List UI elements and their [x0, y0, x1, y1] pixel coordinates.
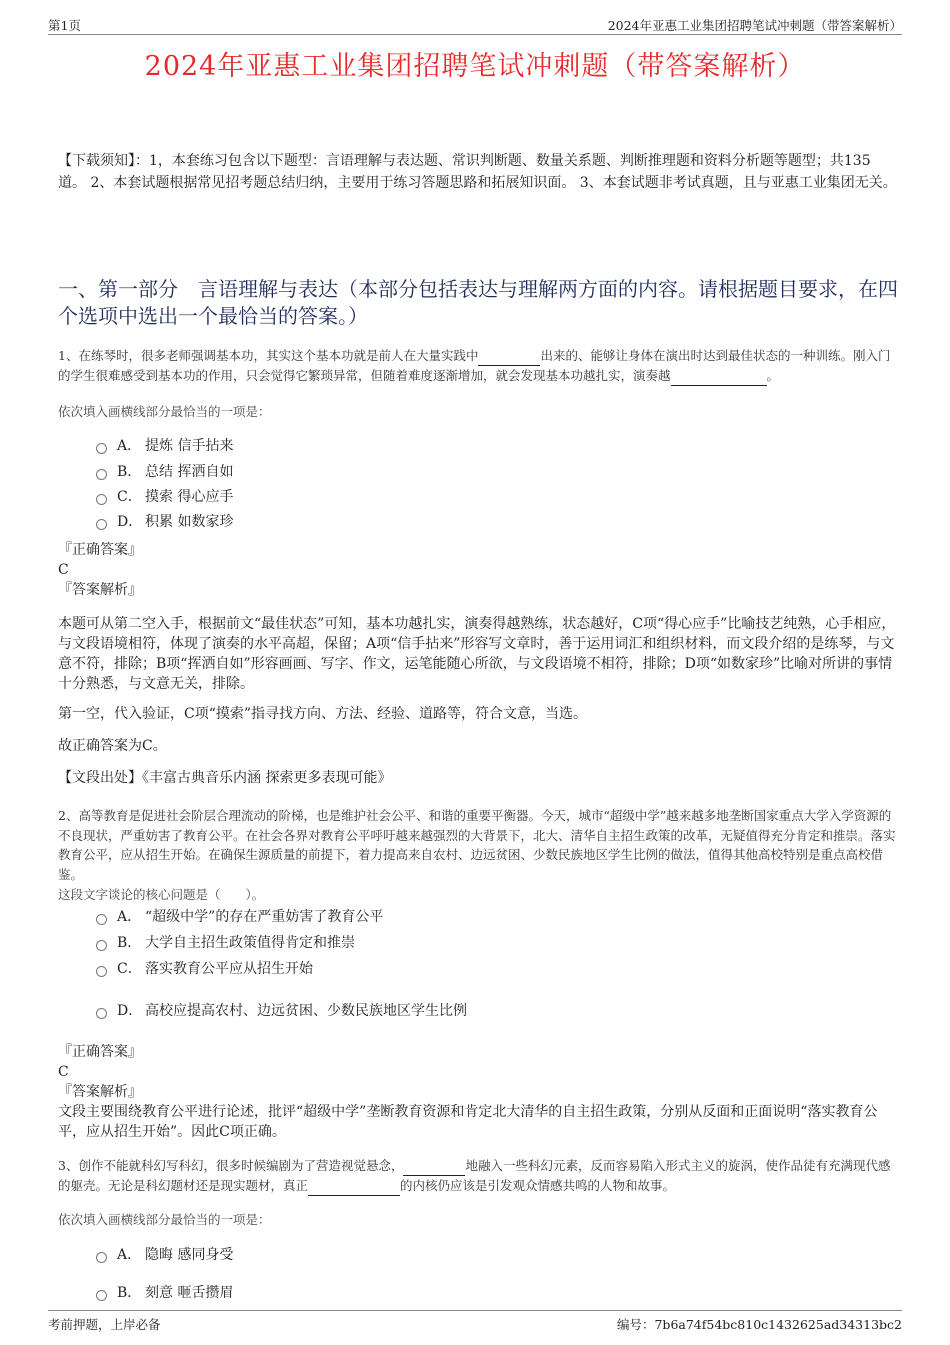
q3-option-a[interactable]: A． 隐晦 感同身受	[96, 1245, 233, 1265]
radio-icon[interactable]	[96, 494, 107, 505]
radio-icon[interactable]	[96, 519, 107, 530]
header-doc-title: 2024年亚惠工业集团招聘笔试冲刺题（带答案解析）	[607, 18, 902, 33]
q1-analysis-3: 故正确答案为C。	[58, 738, 167, 754]
answer-label: 『正确答案』	[58, 542, 142, 558]
q2-option-c[interactable]: C． 落实教育公平应从招生开始	[96, 959, 313, 979]
page-title: 2024年亚惠工业集团招聘笔试冲刺题（带答案解析）	[144, 51, 806, 82]
question-1-text: 1、在练琴时，很多老师强调基本功，其实这个基本功就是前人在大量实践中 出来的、能够让身体在演出时达到最佳状态的一种训练。刚入门的学生很难感受到基本功的作用，只会觉得它繁琐异常，但随着难度逐渐增加，就会发现基本功越扎实，演奏越 。	[58, 346, 898, 386]
question-3-text: 3、创作不能就科幻写科幻，很多时候编剧为了营造视觉悬念， 地融入一些科幻元素，反而容易陷入形式主义的旋涡，使作品徒有充满现代感的躯壳。无论是科幻题材还是现实题材，真正 的内核仍应该是引发观众情感共鸣的人物和故事。	[58, 1156, 898, 1196]
q2-option-d[interactable]: D． 高校应提高农村、边远贫困、少数民族地区学生比例	[96, 1001, 467, 1021]
q2-option-b[interactable]: B． 大学自主招生政策值得肯定和推崇	[96, 933, 355, 953]
section-heading: 一、第一部分 言语理解与表达（本部分包括表达与理解两方面的内容。请根据题目要求，在四个选项中选出一个最恰当的答案。）	[58, 277, 898, 328]
page-footer	[48, 1310, 902, 1333]
fill-blank	[478, 351, 540, 366]
question-3-prompt: 依次填入画横线部分最恰当的一项是：	[58, 1212, 271, 1227]
question-2-text: 2、高等教育是促进社会阶层合理流动的阶梯，也是维护社会公平、和谐的重要平衡器。今天，城市“超级中学”越来越多地垄断国家重点大学入学资源的不良现状，严重妨害了教育公平。在社会各界对教育公平呼吁越来越强烈的大背景下，北大、清华自主招生政策的改革，无疑值得充分肯定和推崇。落实教育公平，应从招生开始。在确保生源质量的前提下，着力提高来自农村、边远贫困、少数民族地区学生比例的做法，值得其他高校特别是重点高校借鉴。	[58, 808, 896, 882]
fill-blank	[308, 1181, 400, 1196]
q1-source: 【文段出处】《丰富古典音乐内涵 探索更多表现可能》	[58, 770, 392, 786]
q3-option-b[interactable]: B． 刻意 咂舌攒眉	[96, 1283, 233, 1303]
analysis-label: 『答案解析』	[58, 1084, 142, 1100]
q1-analysis-1: 本题可从第二空入手，根据前文“最佳状态”可知，基本功越扎实，演奏得越熟练，状态越好，C项“得心应手”比喻技艺纯熟，心手相应，与文段语境相符，体现了演奏的水平高超，保留；A项“信手拈来”形容写文章时，善于运用词汇和组织材料，而文段介绍的是练琴，与文意不符，排除；B项“挥洒自如”形容画画、写字、作文，运笔能随心所欲，与文段语境不相符，排除；D项“如数家珍”比喻对所讲的事情十分熟悉，与文意无关，排除。	[58, 616, 896, 692]
correct-answer: C	[58, 562, 69, 578]
radio-icon[interactable]	[96, 940, 107, 951]
correct-answer: C	[58, 1064, 69, 1080]
page-header	[48, 14, 902, 35]
radio-icon[interactable]	[96, 469, 107, 480]
question-1-prompt: 依次填入画横线部分最恰当的一项是：	[58, 404, 271, 419]
q1-option-d[interactable]: D． 积累 如数家珍	[96, 512, 233, 532]
fill-blank	[671, 371, 767, 386]
analysis-label: 『答案解析』	[58, 582, 142, 598]
radio-icon[interactable]	[96, 914, 107, 925]
answer-label: 『正确答案』	[58, 1044, 142, 1060]
radio-icon[interactable]	[96, 1252, 107, 1263]
question-2-prompt: 这段文字谈论的核心问题是（ ）。	[58, 887, 265, 902]
download-notice: 【下载须知】：1，本套练习包含以下题型：言语理解与表达题、常识判断题、数量关系题、判断推理题和资料分析题等题型；共135道。 2、本套试题根据常见招考题总结归纳，主要用于练习答题思路和拓展知识面。 3、本套试题非考试真题，且与亚惠工业集团无关。	[58, 153, 897, 191]
footer-serial: 编号：7b6a74f54bc810c1432625ad34313bc2	[616, 1317, 902, 1332]
q1-option-b[interactable]: B． 总结 挥洒自如	[96, 462, 233, 482]
q1-analysis-2: 第一空，代入验证，C项“摸索”指寻找方向、方法、经验、道路等，符合文意，当选。	[58, 706, 588, 722]
q2-option-a[interactable]: A． “超级中学”的存在严重妨害了教育公平	[96, 907, 383, 927]
radio-icon[interactable]	[96, 443, 107, 454]
q1-option-a[interactable]: A． 提炼 信手拈来	[96, 436, 233, 456]
radio-icon[interactable]	[96, 966, 107, 977]
radio-icon[interactable]	[96, 1290, 107, 1301]
footer-slogan: 考前押题，上岸必备	[48, 1317, 161, 1332]
q2-analysis: 文段主要围绕教育公平进行论述，批评“超级中学”垄断教育资源和肯定北大清华的自主招生政策，分别从反面和正面说明“落实教育公平，应从招生开始”。因此C项正确。	[58, 1104, 878, 1140]
q1-option-c[interactable]: C． 摸索 得心应手	[96, 487, 233, 507]
page-number: 第1页	[48, 18, 81, 33]
radio-icon[interactable]	[96, 1008, 107, 1019]
fill-blank	[403, 1161, 465, 1176]
